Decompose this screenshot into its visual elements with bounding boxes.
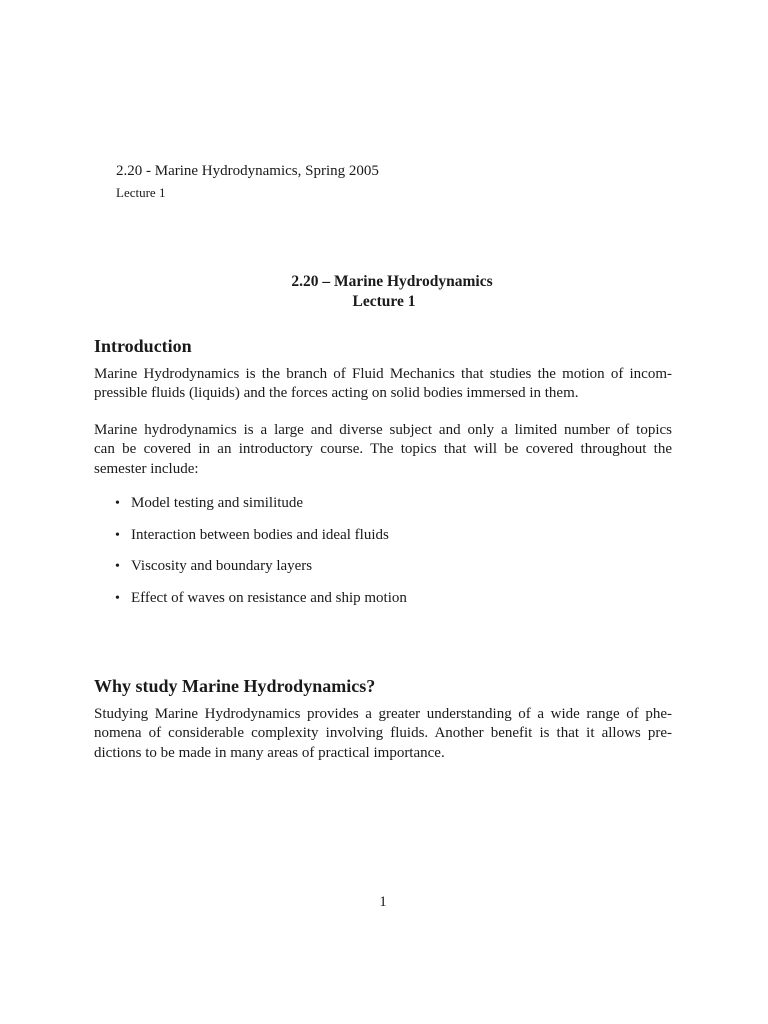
intro-paragraph-2 [94,421,672,479]
bullet-icon: • [115,590,120,606]
paragraph-line: pressible fluids (liquids) and the forces acting on solid bodies immersed in them. [94,385,579,402]
list-item [112,494,407,526]
paragraph-line: Studying Marine Hydrodynamics provides a greater understanding of a wide range of phe- [94,706,672,722]
document-title [0,272,768,312]
list-item [112,557,407,589]
bullet-icon: • [115,496,120,511]
paragraph-line: Marine hydrodynamics is a large and diverse subject and only a limited number of topics [94,422,672,438]
list-item [112,589,407,621]
paragraph-line: can be covered in an introductory course. The topics that will be covered throughout the [94,441,672,458]
running-header-lecture: Lecture 1 [116,185,166,200]
section-heading-introduction: Introduction [94,336,192,356]
list-item-text: Model testing and similitude [131,495,304,511]
running-header-course: 2.20 - Marine Hydrodynamics, Spring 2005 [116,163,379,179]
why-study-paragraph [94,705,672,763]
intro-paragraph-1 [94,365,672,404]
bullet-icon: • [115,527,120,543]
paragraph-line: Marine Hydrodynamics is the branch of Fluid Mechanics that studies the motion of incom- [94,366,672,382]
paragraph-line: dictions to be made in many areas of practical importance. [94,744,445,761]
list-item-text: Effect of waves on resistance and ship motion [131,589,407,606]
page-number-text: 1 [379,894,387,910]
list-item-text: Interaction between bodies and ideal fluids [131,526,389,543]
title-lecture-line: Lecture 1 [352,293,416,310]
list-item-text: Viscosity and boundary layers [131,558,313,575]
list-item [112,526,407,558]
page-number [0,893,768,912]
section-heading-why-study: Why study Marine Hydrodynamics? [94,676,376,696]
paragraph-line: semester include: [94,460,199,477]
title-course-line: 2.20 – Marine Hydrodynamics [291,273,493,290]
topics-list [112,494,407,620]
bullet-icon: • [115,559,120,575]
paragraph-line: nomena of considerable complexity involving fluids. Another benefit is that it allows pre- [94,725,672,742]
